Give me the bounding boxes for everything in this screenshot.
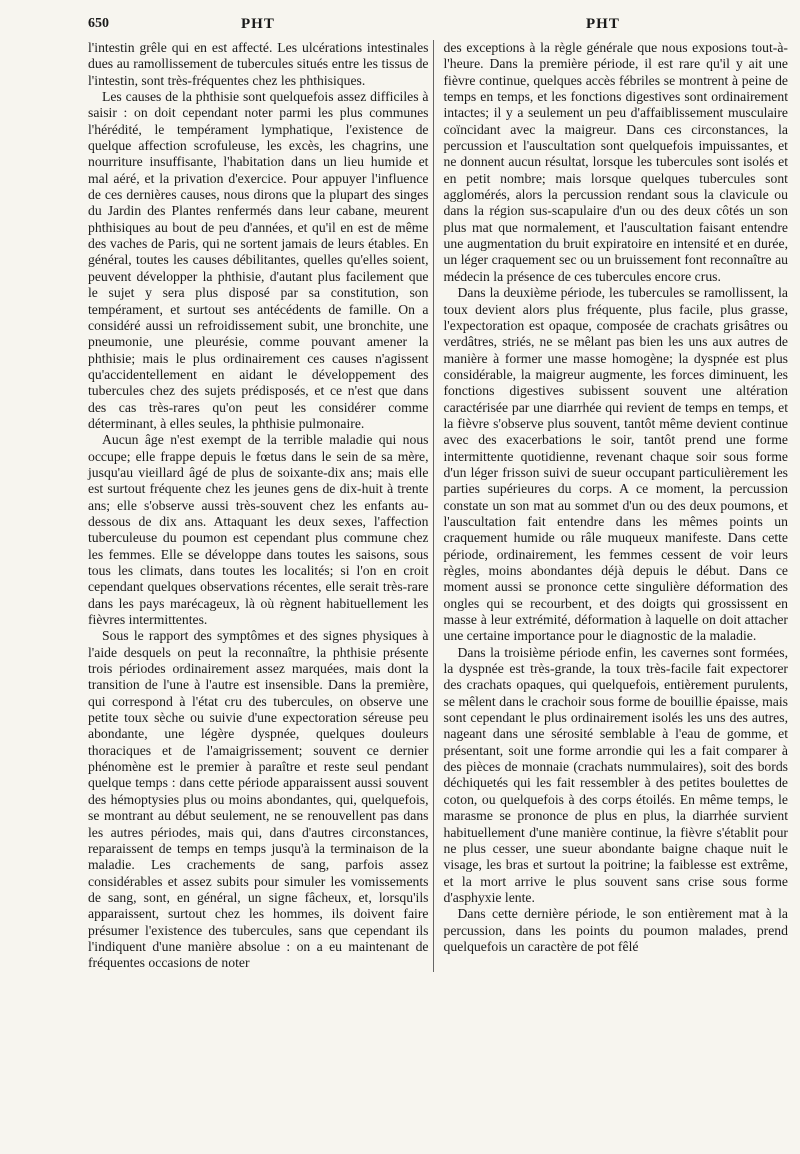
paragraph: des exceptions à la règle générale que nous exposions tout-à-l'heure. Dans la première période, il est rare qu'il y ait une fièvre continue, quelques accès fébriles se montrent à peine de temps en temps, et les fonctions digestives sont ordinairement intactes; il y a seulement un peu d'affaiblissement musculaire coïncidant avec la maigreur. Dans ces circonstances, la percussion et l'auscultation sont quelquefois impuissantes, et ne donnent aucun résultat, lorsque les tubercules sont isolés et en petit nombre; mais lorsque quelques tubercules sont agglomérés, alors la percussion rendant sous la clavicule ou dans la région sus-scapulaire d'un ou des deux côtés un son plus mat que normalement, et l'auscultation faisant entendre une augmentation du bruit expiratoire en intensité et en durée, un léger craquement sec ou un bruissement font reconnaître au médecin la présence de ces tubercules encore crus. [443, 40, 788, 284]
page-header [88, 14, 788, 40]
paragraph: Sous le rapport des symptômes et des signes physiques à l'aide desquels on peut la reconnaître, la phthisie présente trois périodes ordinairement assez marquées, mais dont la transition de l'une à l'autre est insensible. Dans la première, qui correspond à l'état cru des tubercules, on observe une petite toux sèche ou suivie d'une expectoration séreuse peu abondante, une légère dyspnée, quelques douleurs thoraciques et de l'amaigrissement; souvent ce dernier phénomène est le premier à paraître et reste seul pendant quelque temps : dans cette période apparaissent aussi souvent des hémoptysies plus ou moins abondantes, qui, quelquefois, se montrant au début seulement, ne se renouvellent pas dans les autres périodes, mais qui, dans d'autres circonstances, reparaissent de temps en temps jusqu'à la terminaison de la maladie. Les crachements de sang, parfois assez considérables et assez subits pour simuler les vomissements de sang, sont, en général, un signe fâcheux, et, lorsqu'ils apparaissent, surtout chez les hommes, ils doivent faire présumer l'existence des tubercules, sans que cependant ils l'indiquent d'une manière absolue : on a eu maintenant de fréquentes occasions de noter [88, 628, 429, 971]
page-number: 650 [88, 16, 109, 31]
left-column [88, 40, 434, 972]
paragraph: Aucun âge n'est exempt de la terrible maladie qui nous occupe; elle frappe depuis le fœtus dans le sein de sa mère, jusqu'au vieillard âgé de plus de soixante-dix ans; mais elle est surtout fréquente chez les jeunes gens de dix-huit à trente ans; elle s'observe aussi très-souvent chez les enfants au-dessous de dix ans. Attaquant les deux sexes, l'affection tuberculeuse du poumon est cependant plus commune chez les femmes. Elle se développe dans toutes les saisons, sous tous les climats, dans toutes les localités; si l'on en croit cependant quelques observations récentes, elle serait très-rare dans les pays marécageux, là où règnent habituellement les fièvres intermittentes. [88, 432, 429, 628]
paragraph: Dans la deuxième période, les tubercules se ramollissent, la toux devient alors plus fréquente, plus facile, plus grasse, l'expectoration est opaque, composée de crachats grisâtres ou verdâtres, striés, ne se mêlant pas bien les uns aux autres de manière à former une masse homogène; la dyspnée est plus considérable, la maigreur augmente, les forces diminuent, les fonctions digestives subissent souvent une altération caractérisée par une diarrhée qui revient de temps en temps, et la fièvre s'observe plus souvent, tantôt même devient continue avec des exacerbations le soir, tantôt prend une forme intermittente quotidienne, revenant chaque soir sous forme d'un léger frisson suivi de sueur occupant particulièrement les parties supérieures du corps. A ce moment, la percussion constate un son mat au sommet d'un ou des deux poumons, et l'auscultation fait entendre dans les mêmes points un craquement humide ou râle muqueux manifeste. Dans cette période, ordinairement, les femmes cessent de voir leurs règles, moins abondantes déjà depuis le début. Dans ce moment aussi se prononce cette singulière déformation des ongles qui se recourbent, et des doigts qui grossissent en masse à leur extrémité, déformation à laquelle on doit attacher une certaine importance pour le diagnostic de la maladie. [443, 285, 788, 644]
text-columns [88, 40, 788, 972]
paragraph: Dans la troisième période enfin, les cavernes sont formées, la dyspnée est très-grande, la toux très-facile fait expectorer des crachats opaques, qui quelquefois, entièrement purulents, se mêlent dans le crachoir sous forme de bouillie épaisse, mais sont cependant le plus ordinairement isolés les uns des autres, nageant dans une sérosité semblable à l'eau de gomme, et présentant, soit une forme arrondie qui les a fait comparer à des pièces de monnaie (crachats nummulaires), soit des bords déchiquetés qui les fait ressembler à des petites boulettes de coton, ou quelquefois à des corps étoilés. En même temps, le marasme se prononce de plus en plus, la diarrhée survient habituellement d'une manière continue, la fièvre s'établit pour ne plus cesser, une sueur abondante baigne chaque nuit le visage, les bras et surtout la poitrine; la faiblesse est extrême, et la mort arrive le plus souvent sans crise sous forme d'asphyxie lente. [443, 644, 788, 905]
right-column [444, 40, 789, 972]
running-head-left: PHT [241, 16, 275, 32]
paragraph: Dans cette dernière période, le son entièrement mat à la percussion, dans les points du poumon malades, prend quelquefois un caractère de pot fêlé [443, 906, 788, 954]
paragraph: l'intestin grêle qui en est affecté. Les ulcérations intestinales dues au ramollissement de tubercules situés entre les tissus de l'intestin, sont très-fréquentes chez les phthisiques. [88, 40, 429, 88]
running-head-right: PHT [586, 16, 620, 32]
paragraph: Les causes de la phthisie sont quelquefois assez difficiles à saisir : on doit cependant noter parmi les plus communes l'hérédité, le tempérament lymphatique, l'existence de quelque affection scrofuleuse, les excès, les chagrins, une nourriture insuffisante, l'habitation dans un lieu humide et mal aéré, et la privation d'exercice. Pour appuyer l'influence de ces dernières causes, nous dirons que la plupart des singes du Jardin des Plantes renfermés dans leur cabane, meurent phthisiques au bout de peu d'années, et qu'il en est de même des vaches de Paris, qui ne sortent jamais de leurs étables. En général, toutes les causes débilitantes, quelles qu'elles soient, peuvent développer la phthisie, d'autant plus facilement que le sujet y sera plus disposé par sa constitution, son tempérament, et surtout ses antécédents de famille. On a considéré aussi un refroidissement subit, une bronchite, une pneumonie, une pleurésie, comme pouvant amener la phthisie; mais le plus ordinairement ces causes n'agissent qu'accidentellement en aidant le développement des tubercules chez des sujets prédisposés, et ce n'est que dans des cas très-rares qu'on peut les considérer comme déterminant, à elles seules, la phthisie pulmonaire. [88, 89, 429, 431]
